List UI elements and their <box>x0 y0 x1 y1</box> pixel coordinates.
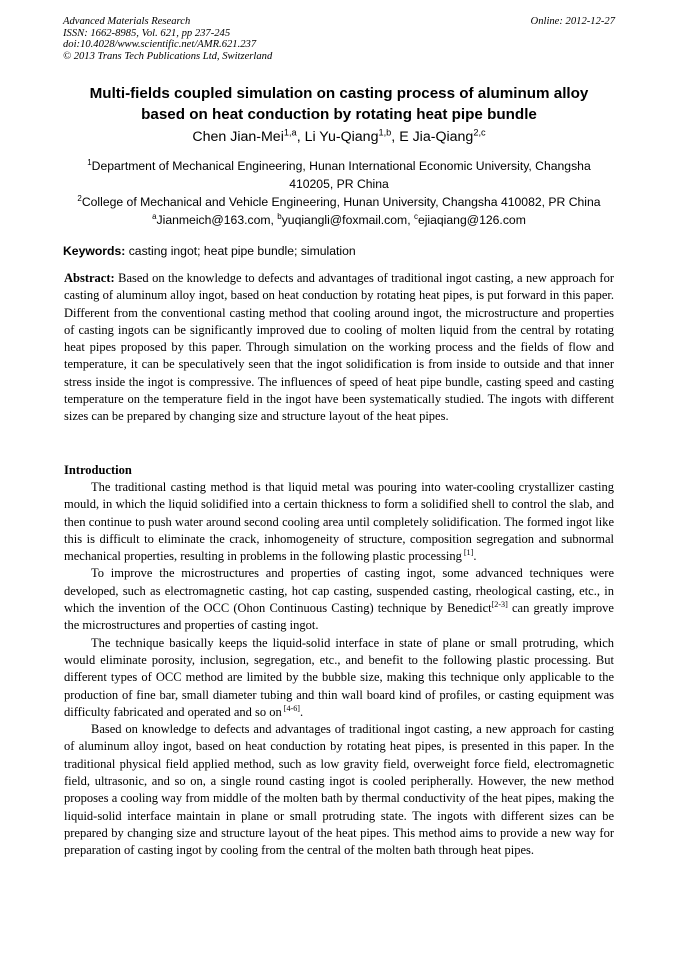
affiliation-1-text: Department of Mechanical Engineering, Hunan International Economic University, Changsha <box>91 159 591 173</box>
intro-paragraph-4: Based on knowledge to defects and advantages of traditional ingot casting, a new approach for casting of aluminum alloy ingot, based on heat conduction by rotating heat pipes, is presented in this paper. In the traditional physical field applied method, such as low gravity field, overweight force field, electromagnetic field, ultrasonic, and so on, a single round casting ingot is cooled peripherally. However, the new method proposes a cooling way from middle of the molten bath by thermal conductivity of the heat pipes, making the liquid-solid interface maintain in plane or small protruding state. The ingots with different sizes can be prepared by changing size and structure layout of the heat pipes. This method aims to provide a new way for preparation of casting ingot by cooling from the central of the molten bath through heat pipes. <box>64 722 614 858</box>
introduction-body <box>64 479 614 860</box>
keywords-text: casting ingot; heat pipe bundle; simulation <box>125 244 356 258</box>
keywords <box>63 243 356 259</box>
online-date: Online: 2012-12-27 <box>530 16 615 27</box>
author-1-affil: 1,a <box>283 127 297 138</box>
citation-ref: [2-3] <box>491 599 508 609</box>
author-list <box>40 128 638 146</box>
journal-issn: ISSN: 1662-8985, Vol. 621, pp 237-245 <box>63 27 231 39</box>
abstract-label: Abstract: <box>64 271 115 285</box>
journal-name: Advanced Materials Research <box>63 16 191 27</box>
email-b-mark: b <box>277 211 282 221</box>
email-c-mark: c <box>413 211 418 221</box>
journal-header <box>63 16 272 62</box>
author-3: E Jia-Qiang <box>399 129 474 145</box>
affiliation-2-text: College of Mechanical and Vehicle Engineering, Hunan University, Changsha 410082, PR China <box>81 195 601 209</box>
author-separator: , <box>296 129 305 145</box>
intro-p1-end: . <box>473 549 477 564</box>
author-3-affil: 2,c <box>473 127 486 138</box>
intro-p3-end: . <box>300 704 304 719</box>
journal-doi[interactable]: doi:10.4028/www.scientific.net/AMR.621.237 <box>63 39 257 51</box>
affiliation-1-line2: 410205, PR China <box>289 177 389 191</box>
citation-ref: [1] <box>461 548 474 558</box>
email-b[interactable]: yuqiangli@foxmail.com, <box>281 213 414 227</box>
affiliation-2 <box>40 193 638 211</box>
abstract <box>64 270 614 426</box>
author-2-affil: 1,b <box>378 127 392 138</box>
affiliation-2-mark: 2 <box>77 193 82 203</box>
citation-ref: [4-6] <box>281 703 300 713</box>
email-c[interactable]: ejiaqiang@126.com <box>417 213 526 227</box>
email-list <box>40 211 638 229</box>
intro-p2-end: can greatly improve the microstructures and properties of casting ingot. <box>64 601 614 633</box>
author-1: Chen Jian-Mei <box>192 129 284 145</box>
section-heading-introduction: Introduction <box>64 463 132 477</box>
author-separator: , <box>391 129 400 145</box>
email-a[interactable]: Jianmeich@163.com, <box>156 213 278 227</box>
keywords-label: Keywords: <box>63 244 126 258</box>
intro-p2-text: To improve the microstructures and properties of casting ingot, some advanced techniques were developed, such as electromagnetic casting, hot cap casting, suspended casting, rheological casting, etc., in which the invention of the OCC (Ohon Continuous Casting) technique by Benedict <box>64 566 614 616</box>
title-line-1: Multi-fields coupled simulation on casting process of aluminum alloy <box>89 85 589 102</box>
abstract-text: Based on the knowledge to defects and advantages of traditional ingot casting, a new approach for casting of aluminum alloy ingot, based on heat conduction by rotating heat pipes, is put forward in this paper. Different from the conventional casting method that cooling around ingot, the microstructure and properties of casting ingots can be significantly improved due to cooling of molten liquid from the central by rotating heat pipes proposed by this paper. Through simulation on the working process and the fields of flow and temperature, it can be speculatively seen that the ingot solidification is from inside to outside and that inner stress inside the ingot is compressive. The influences of speed of heat pipe bundle, casting speed and casting temperature on the temperature field in the ingot have been systematically studied. The ingots with different sizes can be prepared by changing size and structure layout of the heat pipes. <box>64 271 614 424</box>
paper-title <box>40 83 638 125</box>
email-a-mark: a <box>152 211 157 221</box>
intro-paragraph-2 <box>64 565 614 634</box>
intro-paragraph-3 <box>64 635 614 721</box>
journal-copyright: © 2013 Trans Tech Publications Ltd, Switzerland <box>63 50 273 62</box>
affiliation-1-mark: 1 <box>87 157 92 167</box>
author-2: Li Yu-Qiang <box>304 129 379 145</box>
intro-paragraph-1 <box>64 479 614 565</box>
title-line-2: based on heat conduction by rotating heat pipe bundle <box>141 106 537 123</box>
intro-p3-text: The technique basically keeps the liquid-solid interface in state of plane or small protruding, which would eliminate porosity, inclusion, segregation, etc., and benefit to the following plastic processing. But different types of OCC method are limited by the bubble size, making this technique only applicable to the production of fine bar, small diameter tubing and thin wall board kind of profiles, or casting equipment was difficulty fabricated and operated and so on <box>64 635 614 719</box>
intro-p1-text: The traditional casting method is that liquid metal was pouring into water-cooling crystallizer casting mould, in which the liquid solidified into a certain thickness to form a solidified shell to control the slab, and then continue to push water around second cooling area until completely solidification. The formed ingot like this is difficult to eliminate the crack, inhomogeneity of structure, composition segregation and subnormal mechanical properties, resulting in problems in the following plastic processing <box>64 480 614 564</box>
affiliation-1 <box>40 157 638 193</box>
